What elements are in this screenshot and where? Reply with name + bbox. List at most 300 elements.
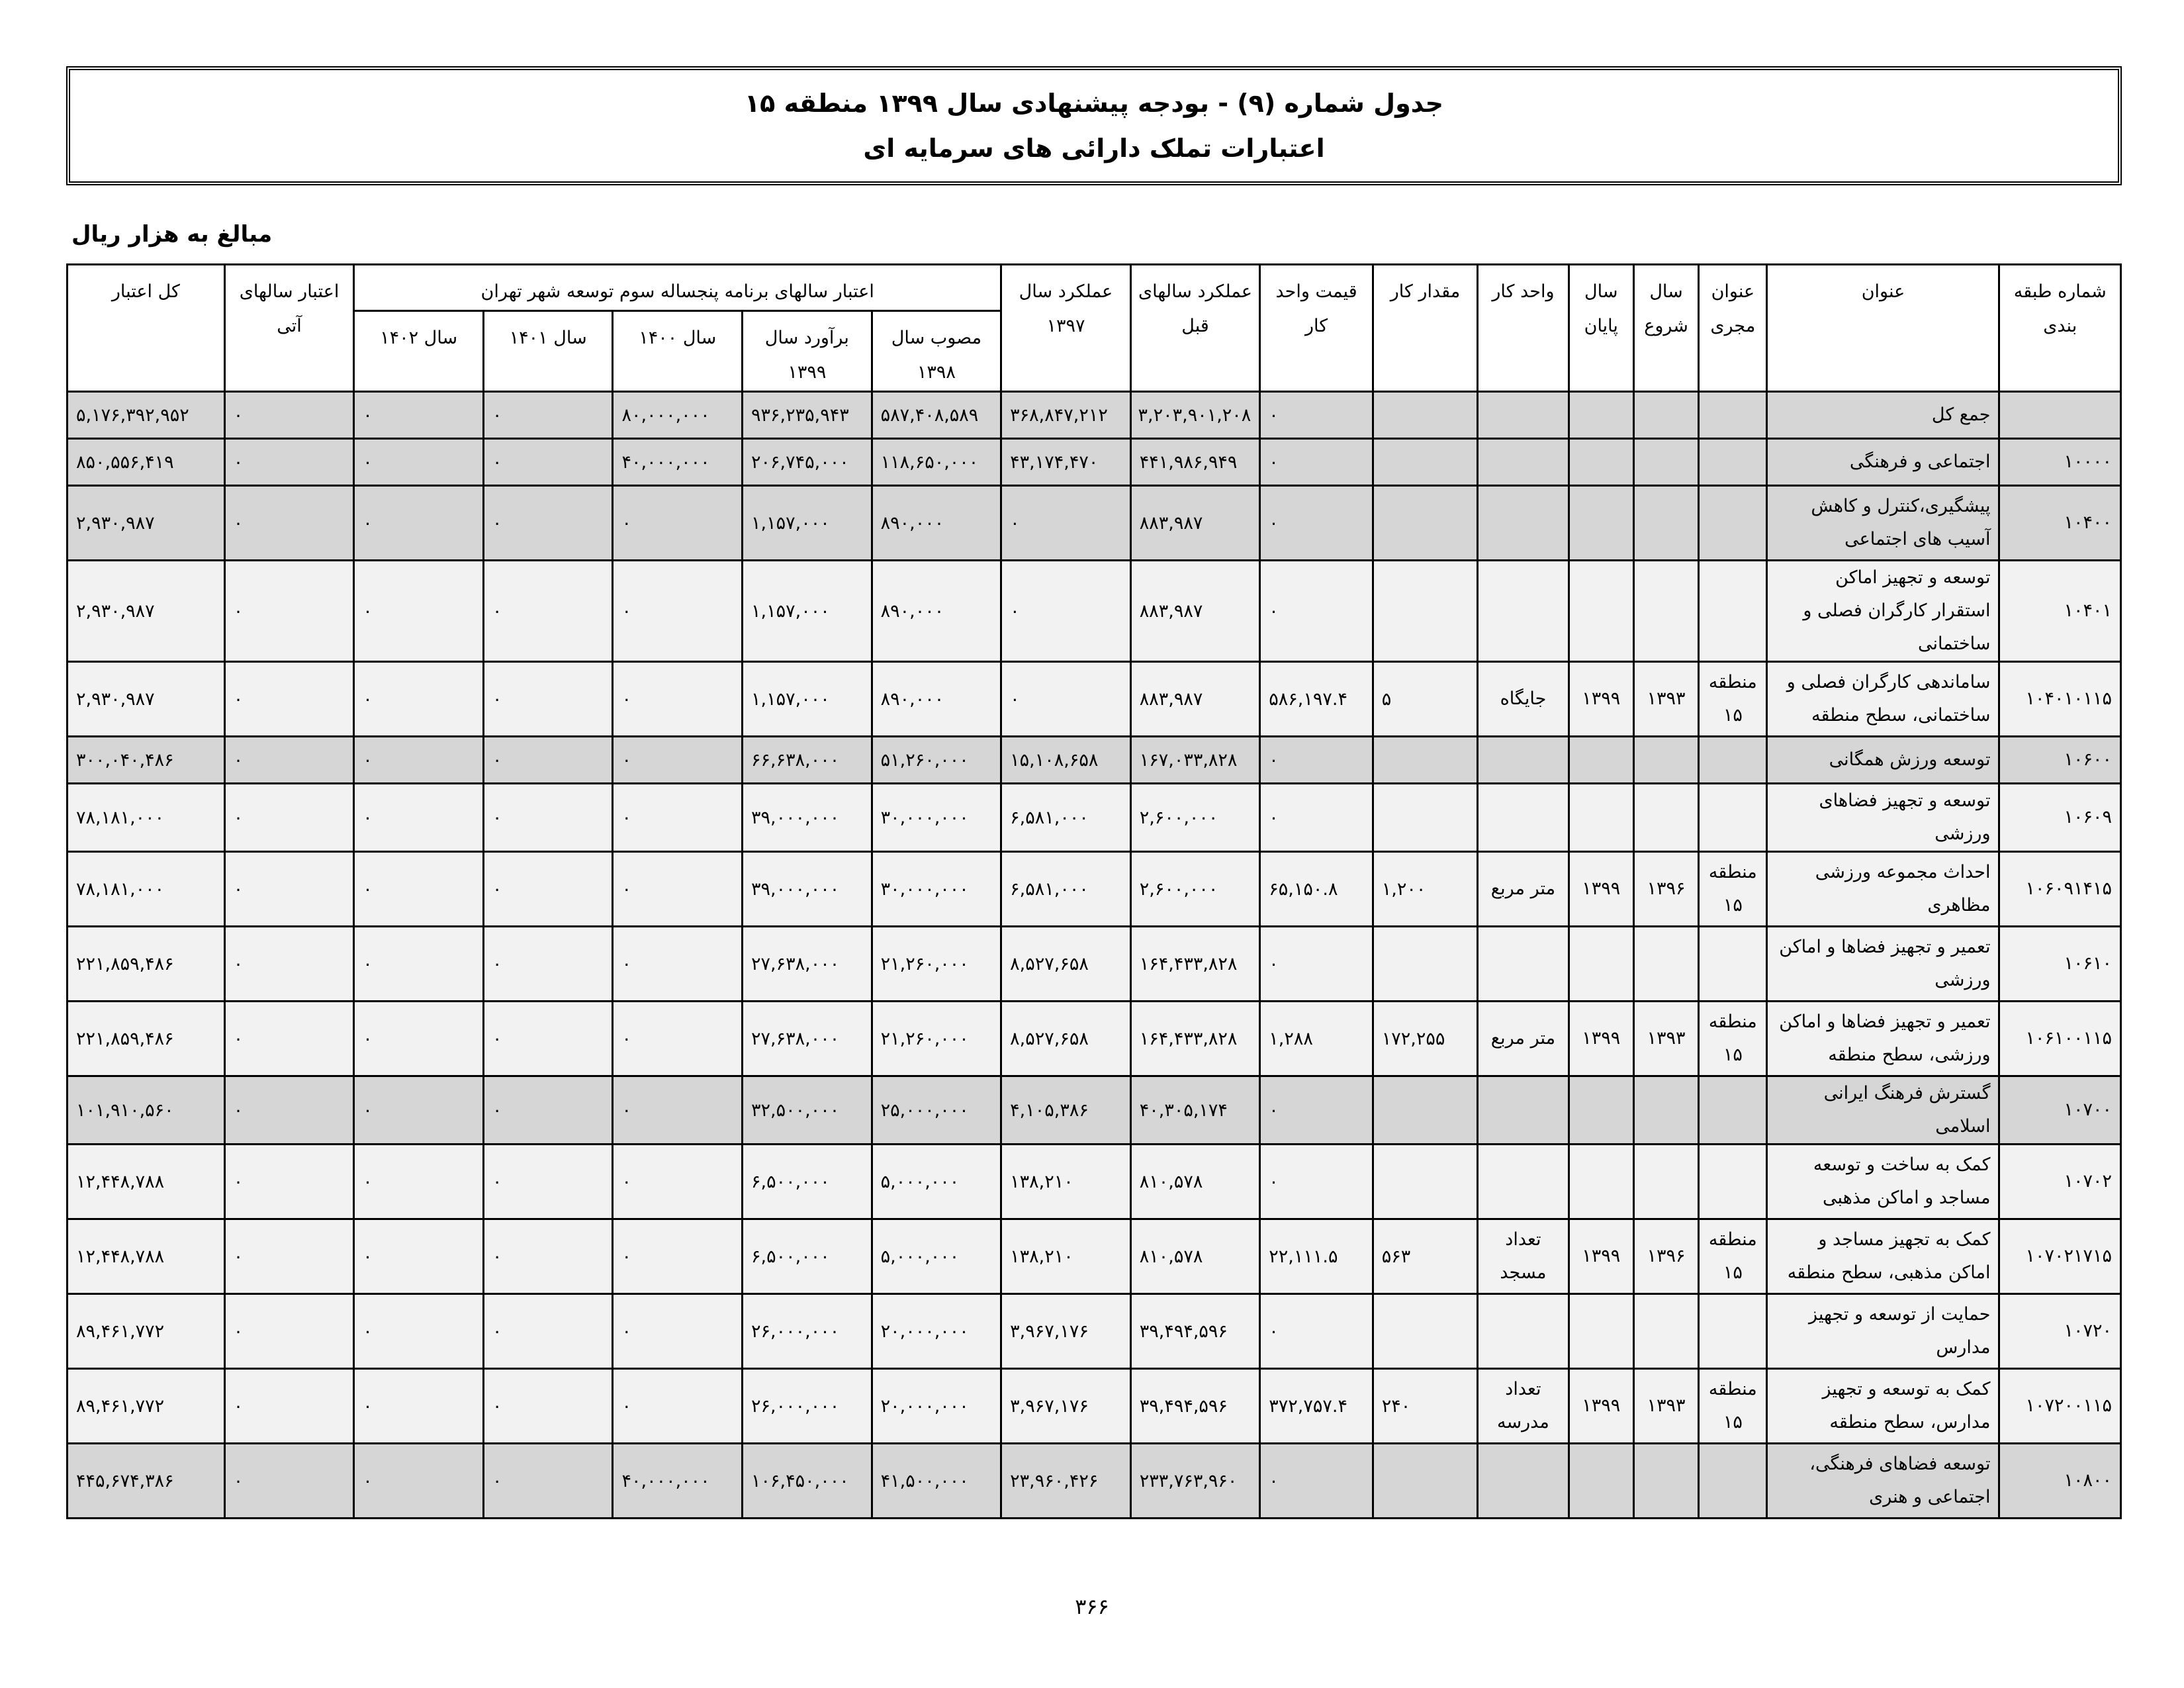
cell-title: کمک به ساخت و توسعه مساجد و اماکن مذهبی xyxy=(1767,1145,1999,1219)
cell-code: ۱۰۰۰۰ xyxy=(1999,439,2121,486)
budget-table-body xyxy=(68,392,2121,1519)
cell-prev: ۳۹,۴۹۴,۵۹۶ xyxy=(1130,1294,1260,1369)
cell-y1400: ۰ xyxy=(613,927,743,1002)
cell-y1400: ۰ xyxy=(613,486,743,561)
cell-executor: منطقه ۱۵ xyxy=(1699,1002,1767,1076)
cell-y1402: ۰ xyxy=(354,1076,484,1145)
cell-y1401: ۰ xyxy=(483,1294,613,1369)
cell-code: ۱۰۶۱۰۰۱۱۵ xyxy=(1999,1002,2121,1076)
cell-y1397: ۴۳,۱۷۴,۴۷۰ xyxy=(1001,439,1131,486)
cell-unit xyxy=(1478,1444,1569,1519)
table-row xyxy=(68,1444,2121,1519)
cell-code: ۱۰۷۰۲۱۷۱۵ xyxy=(1999,1219,2121,1294)
cell-y1401: ۰ xyxy=(483,486,613,561)
cell-future: ۰ xyxy=(224,1444,354,1519)
cell-unit xyxy=(1478,927,1569,1002)
cell-total: ۸۵۰,۵۵۶,۴۱۹ xyxy=(68,439,225,486)
cell-y1402: ۰ xyxy=(354,737,484,784)
cell-prev: ۲,۶۰۰,۰۰۰ xyxy=(1130,852,1260,927)
cell-future: ۰ xyxy=(224,561,354,662)
cell-title: کمک به تجهیز مساجد و اماکن مذهبی، سطح منطقه xyxy=(1767,1219,1999,1294)
cell-price: ۳۷۲,۷۵۷.۴ xyxy=(1260,1369,1373,1444)
cell-end xyxy=(1569,439,1633,486)
page-number: ۳۶۶ xyxy=(1075,1594,1109,1619)
cell-y1400: ۰ xyxy=(613,737,743,784)
cell-start xyxy=(1633,1444,1698,1519)
cell-future: ۰ xyxy=(224,439,354,486)
cell-qty xyxy=(1373,1076,1477,1145)
cell-y1402: ۰ xyxy=(354,1219,484,1294)
cell-title: تعمیر و تجهیز فضاها و اماکن ورزشی، سطح منطقه xyxy=(1767,1002,1999,1076)
cell-qty: ۱,۲۰۰ xyxy=(1373,852,1477,927)
table-row xyxy=(68,392,2121,439)
cell-executor xyxy=(1699,486,1767,561)
cell-y1398: ۵,۰۰۰,۰۰۰ xyxy=(872,1219,1001,1294)
cell-prev: ۸۸۳,۹۸۷ xyxy=(1130,561,1260,662)
cell-title: توسعه فضاهای فرهنگی، اجتماعی و هنری xyxy=(1767,1444,1999,1519)
cell-y1399: ۳۲,۵۰۰,۰۰۰ xyxy=(743,1076,872,1145)
cell-y1400: ۴۰,۰۰۰,۰۰۰ xyxy=(613,439,743,486)
table-row xyxy=(68,852,2121,927)
cell-start: ۱۳۹۳ xyxy=(1633,1002,1698,1076)
cell-start xyxy=(1633,927,1698,1002)
cell-code: ۱۰۷۲۰ xyxy=(1999,1294,2121,1369)
cell-start: ۱۳۹۳ xyxy=(1633,1369,1698,1444)
cell-y1398: ۸۹۰,۰۰۰ xyxy=(872,662,1001,737)
cell-total: ۳۰۰,۰۴۰,۴۸۶ xyxy=(68,737,225,784)
cell-y1401: ۰ xyxy=(483,1076,613,1145)
cell-code: ۱۰۷۲۰۰۱۱۵ xyxy=(1999,1369,2121,1444)
cell-end xyxy=(1569,1145,1633,1219)
cell-price: ۶۵,۱۵۰.۸ xyxy=(1260,852,1373,927)
cell-unit: تعداد مدرسه xyxy=(1478,1369,1569,1444)
table-row xyxy=(68,1076,2121,1145)
cell-y1397: ۶,۵۸۱,۰۰۰ xyxy=(1001,784,1131,852)
cell-prev: ۴۰,۳۰۵,۱۷۴ xyxy=(1130,1076,1260,1145)
cell-code: ۱۰۶۱۰ xyxy=(1999,927,2121,1002)
cell-price: ۰ xyxy=(1260,1145,1373,1219)
col-header-approved-1398: مصوب سال ۱۳۹۸ xyxy=(872,311,1001,392)
cell-y1400: ۰ xyxy=(613,662,743,737)
cell-price: ۰ xyxy=(1260,392,1373,439)
cell-y1400: ۰ xyxy=(613,1369,743,1444)
cell-y1397: ۶,۵۸۱,۰۰۰ xyxy=(1001,852,1131,927)
cell-prev: ۳,۲۰۳,۹۰۱,۲۰۸ xyxy=(1130,392,1260,439)
cell-prev: ۸۸۳,۹۸۷ xyxy=(1130,662,1260,737)
cell-qty xyxy=(1373,1145,1477,1219)
cell-y1398: ۲۱,۲۶۰,۰۰۰ xyxy=(872,927,1001,1002)
cell-y1399: ۱,۱۵۷,۰۰۰ xyxy=(743,662,872,737)
cell-y1398: ۸۹۰,۰۰۰ xyxy=(872,561,1001,662)
cell-end xyxy=(1569,486,1633,561)
cell-end xyxy=(1569,1294,1633,1369)
cell-y1401: ۰ xyxy=(483,1219,613,1294)
cell-y1398: ۲۰,۰۰۰,۰۰۰ xyxy=(872,1369,1001,1444)
cell-end: ۱۳۹۹ xyxy=(1569,662,1633,737)
cell-y1402: ۰ xyxy=(354,439,484,486)
cell-start xyxy=(1633,561,1698,662)
cell-executor: منطقه ۱۵ xyxy=(1699,852,1767,927)
cell-y1397: ۱۳۸,۲۱۰ xyxy=(1001,1219,1131,1294)
cell-y1399: ۶۶,۶۳۸,۰۰۰ xyxy=(743,737,872,784)
cell-y1402: ۰ xyxy=(354,1444,484,1519)
cell-qty xyxy=(1373,1294,1477,1369)
cell-qty: ۵ xyxy=(1373,662,1477,737)
cell-y1397: ۰ xyxy=(1001,486,1131,561)
table-row xyxy=(68,1294,2121,1369)
cell-title: ساماندهی کارگران فصلی و ساختمانی، سطح منطقه xyxy=(1767,662,1999,737)
col-header-plan-group: اعتبار سالهای برنامه پنجساله سوم توسعه شهر تهران xyxy=(354,265,1001,311)
cell-prev: ۱۶۴,۴۳۳,۸۲۸ xyxy=(1130,1002,1260,1076)
cell-price: ۰ xyxy=(1260,439,1373,486)
cell-prev: ۸۱۰,۵۷۸ xyxy=(1130,1145,1260,1219)
cell-start: ۱۳۹۳ xyxy=(1633,662,1698,737)
cell-y1398: ۵۱,۲۶۰,۰۰۰ xyxy=(872,737,1001,784)
cell-price: ۱,۲۸۸ xyxy=(1260,1002,1373,1076)
col-header-year-1401: سال ۱۴۰۱ xyxy=(483,311,613,392)
cell-code: ۱۰۴۰۱ xyxy=(1999,561,2121,662)
cell-y1402: ۰ xyxy=(354,662,484,737)
cell-y1401: ۰ xyxy=(483,561,613,662)
cell-total: ۵,۱۷۶,۳۹۲,۹۵۲ xyxy=(68,392,225,439)
table-title-box xyxy=(66,66,2122,185)
cell-y1399: ۲۷,۶۳۸,۰۰۰ xyxy=(743,1002,872,1076)
table-row xyxy=(68,486,2121,561)
cell-y1400: ۰ xyxy=(613,1294,743,1369)
cell-unit: تعداد مسجد xyxy=(1478,1219,1569,1294)
cell-y1400: ۰ xyxy=(613,1076,743,1145)
cell-code: ۱۰۶۰۹ xyxy=(1999,784,2121,852)
cell-future: ۰ xyxy=(224,1002,354,1076)
cell-y1402: ۰ xyxy=(354,486,484,561)
cell-y1401: ۰ xyxy=(483,439,613,486)
unit-note: مبالغ به هزار ریال xyxy=(71,221,273,248)
cell-qty xyxy=(1373,1444,1477,1519)
cell-y1399: ۳۹,۰۰۰,۰۰۰ xyxy=(743,784,872,852)
cell-total: ۲۲۱,۸۵۹,۴۸۶ xyxy=(68,1002,225,1076)
cell-y1399: ۲۰۶,۷۴۵,۰۰۰ xyxy=(743,439,872,486)
cell-y1398: ۲۱,۲۶۰,۰۰۰ xyxy=(872,1002,1001,1076)
cell-price: ۰ xyxy=(1260,1444,1373,1519)
cell-start xyxy=(1633,1294,1698,1369)
col-header-prev-performance: عملکرد سالهای قبل xyxy=(1130,265,1260,392)
cell-title: پیشگیری،کنترل و کاهش آسیب های اجتماعی xyxy=(1767,486,1999,561)
cell-executor: منطقه ۱۵ xyxy=(1699,662,1767,737)
cell-unit: متر مربع xyxy=(1478,1002,1569,1076)
cell-title: حمایت از توسعه و تجهیز مدارس xyxy=(1767,1294,1999,1369)
cell-qty xyxy=(1373,561,1477,662)
cell-y1399: ۲۷,۶۳۸,۰۰۰ xyxy=(743,927,872,1002)
budget-table xyxy=(66,263,2122,1519)
table-row xyxy=(68,1369,2121,1444)
cell-y1400: ۰ xyxy=(613,561,743,662)
cell-code: ۱۰۴۰۱۰۱۱۵ xyxy=(1999,662,2121,737)
cell-end xyxy=(1569,784,1633,852)
col-header-title: عنوان xyxy=(1767,265,1999,392)
cell-code xyxy=(1999,392,2121,439)
cell-total: ۴۴۵,۶۷۴,۳۸۶ xyxy=(68,1444,225,1519)
table-row xyxy=(68,784,2121,852)
cell-start: ۱۳۹۶ xyxy=(1633,1219,1698,1294)
cell-prev: ۴۴۱,۹۸۶,۹۴۹ xyxy=(1130,439,1260,486)
col-header-total-credit: کل اعتبار xyxy=(68,265,225,392)
cell-price: ۰ xyxy=(1260,737,1373,784)
table-row xyxy=(68,439,2121,486)
cell-y1399: ۲۶,۰۰۰,۰۰۰ xyxy=(743,1369,872,1444)
col-header-year-1400: سال ۱۴۰۰ xyxy=(613,311,743,392)
cell-y1397: ۰ xyxy=(1001,662,1131,737)
cell-future: ۰ xyxy=(224,486,354,561)
cell-y1398: ۱۱۸,۶۵۰,۰۰۰ xyxy=(872,439,1001,486)
cell-title: تعمیر و تجهیز فضاها و اماکن ورزشی xyxy=(1767,927,1999,1002)
cell-prev: ۱۶۷,۰۳۳,۸۲۸ xyxy=(1130,737,1260,784)
cell-end: ۱۳۹۹ xyxy=(1569,1002,1633,1076)
cell-y1401: ۰ xyxy=(483,662,613,737)
col-header-performance-1397: عملکرد سال ۱۳۹۷ xyxy=(1001,265,1131,392)
cell-y1398: ۳۰,۰۰۰,۰۰۰ xyxy=(872,784,1001,852)
cell-executor xyxy=(1699,392,1767,439)
cell-price: ۰ xyxy=(1260,1294,1373,1369)
cell-executor xyxy=(1699,561,1767,662)
cell-end xyxy=(1569,737,1633,784)
cell-y1400: ۰ xyxy=(613,1145,743,1219)
cell-prev: ۳۹,۴۹۴,۵۹۶ xyxy=(1130,1369,1260,1444)
col-header-unit-price: قیمت واحد کار xyxy=(1260,265,1373,392)
cell-prev: ۲,۶۰۰,۰۰۰ xyxy=(1130,784,1260,852)
cell-future: ۰ xyxy=(224,662,354,737)
table-title: جدول شماره (۹) - بودجه پیشنهادی سال ۱۳۹۹ منطقه ۱۵ xyxy=(744,89,1444,118)
cell-unit: متر مربع xyxy=(1478,852,1569,927)
cell-qty: ۱۷۲,۲۵۵ xyxy=(1373,1002,1477,1076)
col-header-year-1402: سال ۱۴۰۲ xyxy=(354,311,484,392)
cell-future: ۰ xyxy=(224,852,354,927)
cell-title: گسترش فرهنگ ایرانی اسلامی xyxy=(1767,1076,1999,1145)
col-header-work-unit: واحد کار xyxy=(1478,265,1569,392)
cell-future: ۰ xyxy=(224,1076,354,1145)
cell-title: کمک به توسعه و تجهیز مدارس، سطح منطقه xyxy=(1767,1369,1999,1444)
cell-unit xyxy=(1478,1076,1569,1145)
cell-y1402: ۰ xyxy=(354,784,484,852)
cell-y1401: ۰ xyxy=(483,1002,613,1076)
cell-executor xyxy=(1699,927,1767,1002)
cell-unit xyxy=(1478,439,1569,486)
col-header-end-year: سال پایان xyxy=(1569,265,1633,392)
cell-y1402: ۰ xyxy=(354,561,484,662)
cell-qty xyxy=(1373,392,1477,439)
cell-unit xyxy=(1478,1145,1569,1219)
cell-code: ۱۰۶۰۰ xyxy=(1999,737,2121,784)
cell-total: ۲,۹۳۰,۹۸۷ xyxy=(68,486,225,561)
cell-qty xyxy=(1373,439,1477,486)
cell-end xyxy=(1569,1076,1633,1145)
cell-price: ۰ xyxy=(1260,486,1373,561)
cell-y1400: ۸۰,۰۰۰,۰۰۰ xyxy=(613,392,743,439)
cell-future: ۰ xyxy=(224,784,354,852)
cell-prev: ۲۳۳,۷۶۳,۹۶۰ xyxy=(1130,1444,1260,1519)
cell-y1402: ۰ xyxy=(354,392,484,439)
cell-y1398: ۳۰,۰۰۰,۰۰۰ xyxy=(872,852,1001,927)
cell-y1397: ۸,۵۲۷,۶۵۸ xyxy=(1001,927,1131,1002)
cell-y1401: ۰ xyxy=(483,737,613,784)
cell-y1398: ۲۵,۰۰۰,۰۰۰ xyxy=(872,1076,1001,1145)
cell-y1397: ۴,۱۰۵,۳۸۶ xyxy=(1001,1076,1131,1145)
cell-end xyxy=(1569,392,1633,439)
cell-executor xyxy=(1699,737,1767,784)
cell-y1401: ۰ xyxy=(483,852,613,927)
cell-y1402: ۰ xyxy=(354,1145,484,1219)
cell-executor xyxy=(1699,1294,1767,1369)
cell-executor xyxy=(1699,1444,1767,1519)
cell-code: ۱۰۸۰۰ xyxy=(1999,1444,2121,1519)
cell-unit xyxy=(1478,561,1569,662)
cell-future: ۰ xyxy=(224,927,354,1002)
cell-y1399: ۱۰۶,۴۵۰,۰۰۰ xyxy=(743,1444,872,1519)
cell-price: ۰ xyxy=(1260,784,1373,852)
cell-y1401: ۰ xyxy=(483,784,613,852)
cell-total: ۲۲۱,۸۵۹,۴۸۶ xyxy=(68,927,225,1002)
col-header-start-year: سال شروع xyxy=(1633,265,1698,392)
cell-unit xyxy=(1478,1294,1569,1369)
cell-qty: ۵۶۳ xyxy=(1373,1219,1477,1294)
cell-total: ۲,۹۳۰,۹۸۷ xyxy=(68,662,225,737)
cell-total: ۱۰۱,۹۱۰,۵۶۰ xyxy=(68,1076,225,1145)
cell-end: ۱۳۹۹ xyxy=(1569,1219,1633,1294)
cell-title: جمع کل xyxy=(1767,392,1999,439)
cell-y1398: ۸۹۰,۰۰۰ xyxy=(872,486,1001,561)
cell-y1402: ۰ xyxy=(354,1002,484,1076)
col-header-code: شماره طبقه بندی xyxy=(1999,265,2121,392)
cell-total: ۷۸,۱۸۱,۰۰۰ xyxy=(68,784,225,852)
cell-y1402: ۰ xyxy=(354,852,484,927)
cell-code: ۱۰۷۰۰ xyxy=(1999,1076,2121,1145)
cell-title: اجتماعی و فرهنگی xyxy=(1767,439,1999,486)
table-row xyxy=(68,561,2121,662)
cell-qty xyxy=(1373,737,1477,784)
cell-unit: جایگاه xyxy=(1478,662,1569,737)
cell-unit xyxy=(1478,486,1569,561)
cell-y1401: ۰ xyxy=(483,392,613,439)
cell-total: ۱۲,۴۴۸,۷۸۸ xyxy=(68,1145,225,1219)
cell-y1397: ۳۶۸,۸۴۷,۲۱۲ xyxy=(1001,392,1131,439)
cell-future: ۰ xyxy=(224,1145,354,1219)
cell-unit xyxy=(1478,392,1569,439)
cell-executor xyxy=(1699,784,1767,852)
cell-y1397: ۱۵,۱۰۸,۶۵۸ xyxy=(1001,737,1131,784)
table-row xyxy=(68,737,2121,784)
cell-qty xyxy=(1373,927,1477,1002)
cell-total: ۸۹,۴۶۱,۷۷۲ xyxy=(68,1294,225,1369)
table-row xyxy=(68,1219,2121,1294)
cell-y1397: ۳,۹۶۷,۱۷۶ xyxy=(1001,1294,1131,1369)
cell-start: ۱۳۹۶ xyxy=(1633,852,1698,927)
cell-y1398: ۵,۰۰۰,۰۰۰ xyxy=(872,1145,1001,1219)
cell-total: ۷۸,۱۸۱,۰۰۰ xyxy=(68,852,225,927)
table-row xyxy=(68,1145,2121,1219)
cell-y1399: ۹۳۶,۲۳۵,۹۴۳ xyxy=(743,392,872,439)
cell-y1397: ۰ xyxy=(1001,561,1131,662)
cell-start xyxy=(1633,1145,1698,1219)
cell-y1400: ۰ xyxy=(613,1219,743,1294)
cell-y1398: ۵۸۷,۴۰۸,۵۸۹ xyxy=(872,392,1001,439)
cell-end xyxy=(1569,927,1633,1002)
cell-price: ۲۲,۱۱۱.۵ xyxy=(1260,1219,1373,1294)
cell-y1399: ۲۶,۰۰۰,۰۰۰ xyxy=(743,1294,872,1369)
col-header-work-qty: مقدار کار xyxy=(1373,265,1477,392)
cell-y1400: ۰ xyxy=(613,784,743,852)
cell-y1399: ۶,۵۰۰,۰۰۰ xyxy=(743,1145,872,1219)
cell-future: ۰ xyxy=(224,737,354,784)
cell-y1401: ۰ xyxy=(483,1145,613,1219)
cell-end: ۱۳۹۹ xyxy=(1569,852,1633,927)
cell-future: ۰ xyxy=(224,1294,354,1369)
cell-y1400: ۰ xyxy=(613,1002,743,1076)
cell-price: ۰ xyxy=(1260,561,1373,662)
cell-title: توسعه و تجهیز فضاهای ورزشی xyxy=(1767,784,1999,852)
cell-qty xyxy=(1373,486,1477,561)
cell-code: ۱۰۷۰۲ xyxy=(1999,1145,2121,1219)
cell-start xyxy=(1633,784,1698,852)
cell-future: ۰ xyxy=(224,1369,354,1444)
cell-total: ۲,۹۳۰,۹۸۷ xyxy=(68,561,225,662)
cell-y1397: ۲۳,۹۶۰,۴۲۶ xyxy=(1001,1444,1131,1519)
cell-y1401: ۰ xyxy=(483,927,613,1002)
cell-end: ۱۳۹۹ xyxy=(1569,1369,1633,1444)
col-header-estimate-1399: برآورد سال ۱۳۹۹ xyxy=(743,311,872,392)
cell-prev: ۸۸۳,۹۸۷ xyxy=(1130,486,1260,561)
table-row xyxy=(68,927,2121,1002)
cell-y1400: ۴۰,۰۰۰,۰۰۰ xyxy=(613,1444,743,1519)
cell-start xyxy=(1633,392,1698,439)
cell-executor: منطقه ۱۵ xyxy=(1699,1369,1767,1444)
cell-title: توسعه و تجهیز اماکن استقرار کارگران فصلی و ساختمانی xyxy=(1767,561,1999,662)
table-subtitle: اعتبارات تملک دارائی های سرمایه ای xyxy=(863,134,1325,163)
col-header-executor: عنوان مجری xyxy=(1699,265,1767,392)
cell-start xyxy=(1633,737,1698,784)
cell-y1401: ۰ xyxy=(483,1444,613,1519)
cell-total: ۱۲,۴۴۸,۷۸۸ xyxy=(68,1219,225,1294)
cell-future: ۰ xyxy=(224,1219,354,1294)
cell-start xyxy=(1633,439,1698,486)
cell-y1397: ۸,۵۲۷,۶۵۸ xyxy=(1001,1002,1131,1076)
cell-executor xyxy=(1699,1145,1767,1219)
cell-y1402: ۰ xyxy=(354,927,484,1002)
cell-code: ۱۰۴۰۰ xyxy=(1999,486,2121,561)
cell-executor: منطقه ۱۵ xyxy=(1699,1219,1767,1294)
cell-title: احداث مجموعه ورزشی مظاهری xyxy=(1767,852,1999,927)
cell-price: ۵۸۶,۱۹۷.۴ xyxy=(1260,662,1373,737)
cell-y1398: ۴۱,۵۰۰,۰۰۰ xyxy=(872,1444,1001,1519)
cell-end xyxy=(1569,561,1633,662)
cell-y1402: ۰ xyxy=(354,1294,484,1369)
cell-y1397: ۳,۹۶۷,۱۷۶ xyxy=(1001,1369,1131,1444)
cell-code: ۱۰۶۰۹۱۴۱۵ xyxy=(1999,852,2121,927)
cell-title: توسعه ورزش همگانی xyxy=(1767,737,1999,784)
cell-qty: ۲۴۰ xyxy=(1373,1369,1477,1444)
table-row xyxy=(68,662,2121,737)
cell-y1398: ۲۰,۰۰۰,۰۰۰ xyxy=(872,1294,1001,1369)
cell-y1399: ۳۹,۰۰۰,۰۰۰ xyxy=(743,852,872,927)
table-row xyxy=(68,1002,2121,1076)
cell-y1397: ۱۳۸,۲۱۰ xyxy=(1001,1145,1131,1219)
cell-prev: ۸۱۰,۵۷۸ xyxy=(1130,1219,1260,1294)
cell-end xyxy=(1569,1444,1633,1519)
cell-total: ۸۹,۴۶۱,۷۷۲ xyxy=(68,1369,225,1444)
cell-unit xyxy=(1478,784,1569,852)
cell-price: ۰ xyxy=(1260,1076,1373,1145)
cell-price: ۰ xyxy=(1260,927,1373,1002)
cell-future: ۰ xyxy=(224,392,354,439)
cell-y1401: ۰ xyxy=(483,1369,613,1444)
